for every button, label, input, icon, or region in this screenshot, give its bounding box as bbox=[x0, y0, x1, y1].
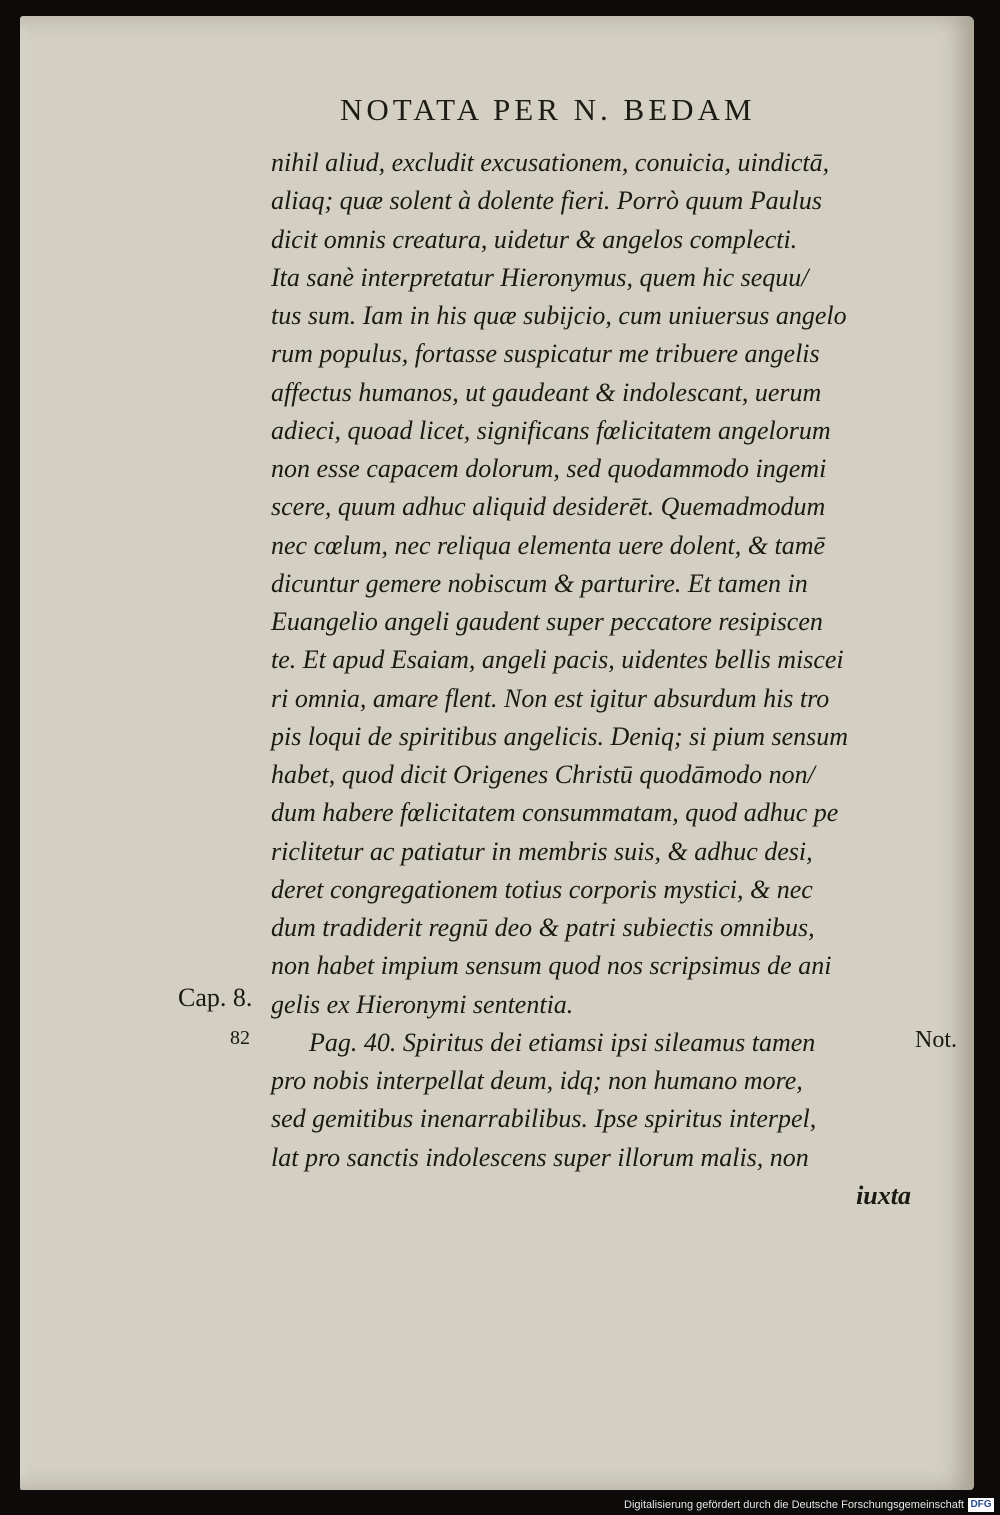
dfg-logo: DFG bbox=[968, 1498, 994, 1512]
text-line: te. Et apud Esaiam, angeli pacis, uidentes bellis miscei bbox=[271, 645, 844, 675]
text-line: habet, quod dicit Origenes Christū quodāmodo non/ bbox=[271, 760, 815, 789]
text-line: Ita sanè interpretatur Hieronymus, quem hic sequu/ bbox=[271, 262, 809, 292]
text-line: Pag. 40. Spiritus dei etiamsi ipsi sileamus tamen bbox=[309, 1027, 816, 1057]
text-line: non esse capacem dolorum, sed quodammodo ingemi bbox=[271, 454, 827, 483]
catchword: iuxta bbox=[856, 1180, 911, 1210]
text-line: pis loqui de spiritibus angelicis. Deniq; si pium sensum bbox=[271, 721, 849, 751]
text-line: aliaq; quæ solent à dolente fieri. Porrò quum Paulus bbox=[271, 186, 823, 216]
text-line: affectus humanos, ut gaudeant & indolescant, uerum bbox=[271, 377, 822, 407]
text-line: rum populus, fortasse suspicatur me tribuere angelis bbox=[271, 339, 820, 369]
margin-chapter-note: Cap. 8. bbox=[178, 983, 253, 1012]
text-line: tus sum. Iam in his quæ subijcio, cum uniuersus angelo bbox=[271, 301, 847, 330]
text-line: adieci, quoad licet, significans fœlicitatem angelorum bbox=[271, 415, 831, 445]
text-line: deret congregationem totius corporis mystici, & nec bbox=[271, 874, 813, 904]
funding-credit: Digitalisierung gefördert durch die Deutsche Forschungsgemeinschaft bbox=[624, 1499, 964, 1511]
text-line: Euangelio angeli gaudent super peccatore resipiscen bbox=[271, 607, 823, 636]
text-line: pro nobis interpellat deum, idq; non humano more, bbox=[271, 1066, 803, 1095]
text-line: lat pro sanctis indolescens super illorum malis, non bbox=[271, 1142, 809, 1172]
text-line: dicuntur gemere nobiscum & parturire. Et tamen in bbox=[271, 568, 808, 598]
margin-not-note: Not. bbox=[915, 1027, 957, 1053]
text-line: nihil aliud, excludit excusationem, conuicia, uindictā, bbox=[271, 148, 830, 177]
text-line: scere, quum adhuc aliquid desiderēt. Quemadmodum bbox=[271, 492, 826, 522]
text-line: non habet impium sensum quod nos scripsimus de ani bbox=[271, 951, 832, 981]
running-header: NOTATA PER N. BEDAM bbox=[340, 92, 756, 127]
text-line: ri omnia, amare flent. Non est igitur absurdum his tro bbox=[271, 683, 830, 713]
text-line: dum habere fœlicitatem consummatam, quod adhuc pe bbox=[271, 798, 839, 828]
text-line: dicit omnis creatura, uidetur & angelos complecti. bbox=[271, 224, 798, 254]
text-line: nec cœlum, nec reliqua elementa uere dolent, & tamē bbox=[271, 530, 826, 560]
text-line: sed gemitibus inenarrabilibus. Ipse spiritus interpel, bbox=[271, 1104, 817, 1134]
margin-number: 82 bbox=[230, 1027, 250, 1049]
text-line: dum tradiderit regnū deo & patri subiectis omnibus, bbox=[271, 913, 815, 942]
text-line: gelis ex Hieronymi sententia. bbox=[271, 989, 574, 1019]
main-text-block bbox=[271, 144, 911, 1215]
text-line: riclitetur ac patiatur in membris suis, & adhuc desi, bbox=[271, 836, 813, 866]
